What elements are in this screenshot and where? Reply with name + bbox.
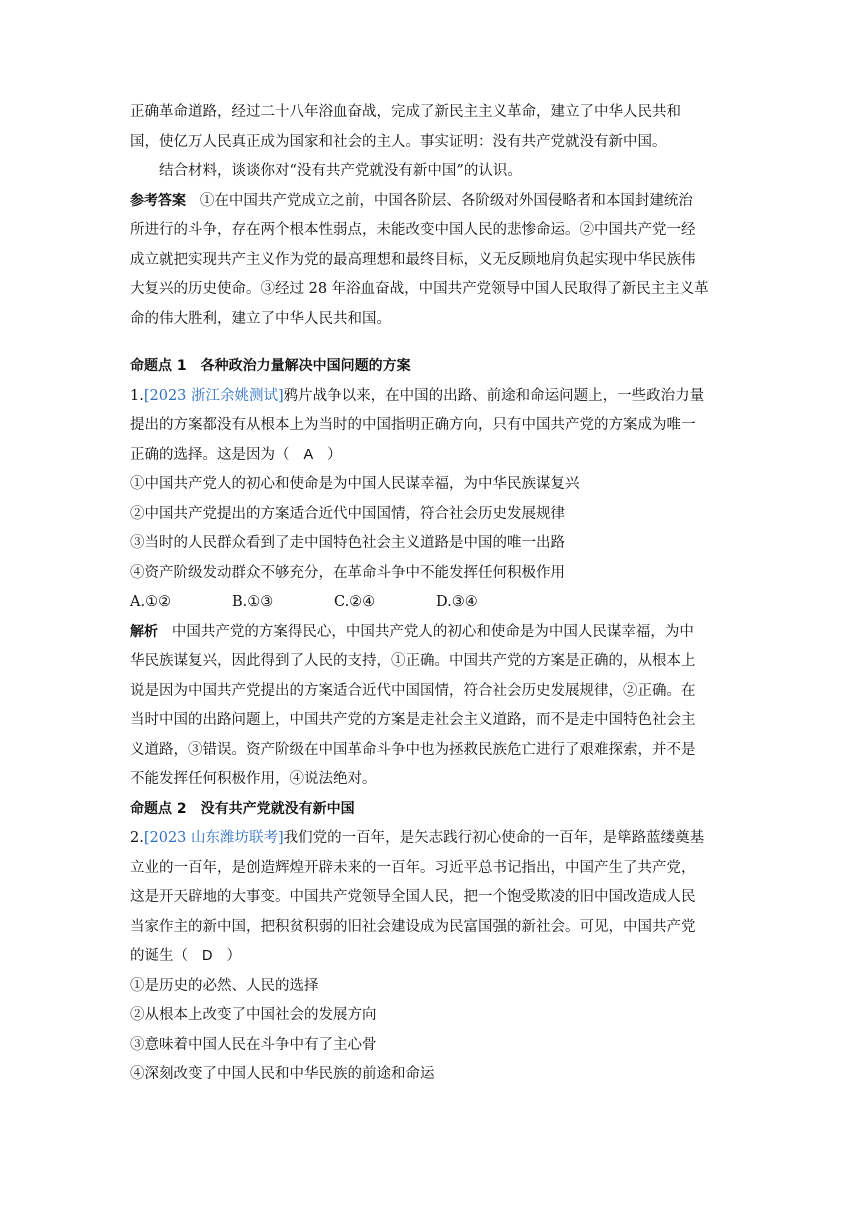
statement-item: ③意味着中国人民在斗争中有了主心骨 [130,1036,377,1053]
question-number: 2. [130,830,144,846]
explanation-label: 解析 [130,623,158,640]
question-text: 鸦片战争以来，在中国的出路、前途和命运问题上，一些政治力量 [283,387,705,404]
topic-heading-2: 命题点 2 没有共产党就没有新中国 [130,800,355,817]
answer-letter: A [303,446,314,463]
reference-answer-line: 所进行的斗争，存在两个根本性弱点，未能改变中国人民的悲惨命运。②中国共产党一经 [130,222,696,238]
answer-options [130,588,735,618]
option-b: B.①③ [232,594,274,610]
statement-item: ④深刻改变了中国人民和中华民族的前途和命运 [130,1066,435,1082]
intro-line: 正确革命道路，经过二十八年浴血奋战，完成了新民主主义革命，建立了中华人民共和 [130,104,681,120]
reference-answer-line: 命的伟大胜利，建立了中华人民共和国。 [130,310,391,327]
option-d: D.③④ [436,594,478,610]
explanation-line: 当时中国的出路问题上，中国共产党的方案是走社会主义道路，而不是走中国特色社会主 [130,712,696,728]
explanation [130,618,735,648]
question-text-line: 立业的一百年，是创造辉煌开辟未来的一百年。习近平总书记指出，中国产生了共产党， [130,859,696,876]
question-source: [2023 浙江余姚测试] [143,387,284,404]
intro-line: 国，使亿万人民真正成为国家和社会的主人。事实证明：没有共产党就没有新中国。 [130,133,667,150]
statement-item: ③当时的人民群众看到了走中国特色社会主义道路是中国的唯一出路 [130,535,565,551]
question-text-line: 这是开天辟地的大事变。中国共产党领导全国人民，把一个饱受欺凌的旧中国改造成人民 [130,889,696,905]
explanation-line: 不能发挥任何积极作用，④说法绝对。 [130,771,377,787]
question-text-line: 提出的方案都没有从根本上为当时的中国指明正确方向，只有中国共产党的方案成为唯一 [130,417,696,433]
explanation-line: 义道路，③错误。资产阶级在中国革命斗争中也为拯救民族危亡进行了艰难探索，并不是 [130,741,696,758]
answer-bracket: ） [226,948,241,964]
reference-answer-label: 参考答案 [130,192,186,209]
reference-answer [130,187,735,217]
statement-item: ①是历史的必然、人民的选择 [130,977,319,994]
question-text: 的诞生（ [130,948,188,964]
question-text-line [130,942,735,972]
explanation-line: 华民族谋复兴，因此得到了人民的支持，①正确。中国共产党的方案是正确的，从根本上 [130,653,696,669]
option-c: C.②④ [334,594,376,610]
reference-answer-line: 成立就把实现共产主义作为党的最高理想和最终目标，义无反顾地肩负起实现中华民族伟 [130,251,696,268]
reference-answer-text: ①在中国共产党成立之前，中国各阶层、各阶级对外国侵略者和本国封建统治 [199,192,693,209]
statement-item: ②中国共产党提出的方案适合近代中国国情，符合社会历史发展规律 [130,505,565,522]
explanation-text: 中国共产党的方案得民心，中国共产党人的初心和使命是为中国人民谋幸福，为中 [171,623,694,640]
question-text-line: 当家作主的新中国，把积贫积弱的旧社会建设成为民富国强的新社会。可见，中国共产党 [130,918,696,935]
explanation-line: 说是因为中国共产党提出的方案适合近代中国国情，符合社会历史发展规律，②正确。在 [130,682,696,699]
question-text: 我们党的一百年，是矢志践行初心使命的一百年，是筚路蓝缕奠基 [283,830,705,846]
option-a: A.①② [130,594,172,610]
question-2-stem [130,824,735,854]
statement-item: ①中国共产党人的初心和使命是为中国人民谋幸福，为中华民族谋复兴 [130,476,580,492]
question-number: 1. [130,387,144,404]
topic-heading-1: 命题点 1 各种政治力量解决中国问题的方案 [130,358,411,374]
question-1-stem [130,382,735,412]
statement-item: ②从根本上改变了中国社会的发展方向 [130,1007,377,1023]
answer-bracket: ） [327,446,342,463]
document-page [130,98,735,1090]
question-text-line [130,441,735,471]
question-source: [2023 山东潍坊联考] [143,830,284,846]
answer-letter: D [202,948,213,964]
question-prompt: 结合材料，谈谈你对“没有共产党就没有新中国”的认识。 [159,163,522,179]
statement-item: ④资产阶级发动群众不够充分，在革命斗争中不能发挥任何积极作用 [130,564,565,581]
question-text: 正确的选择。这是因为（ [130,446,290,463]
reference-answer-line: 大复兴的历史使命。③经过 28 年浴血奋战，中国共产党领导中国人民取得了新民主主义革 [130,281,709,297]
